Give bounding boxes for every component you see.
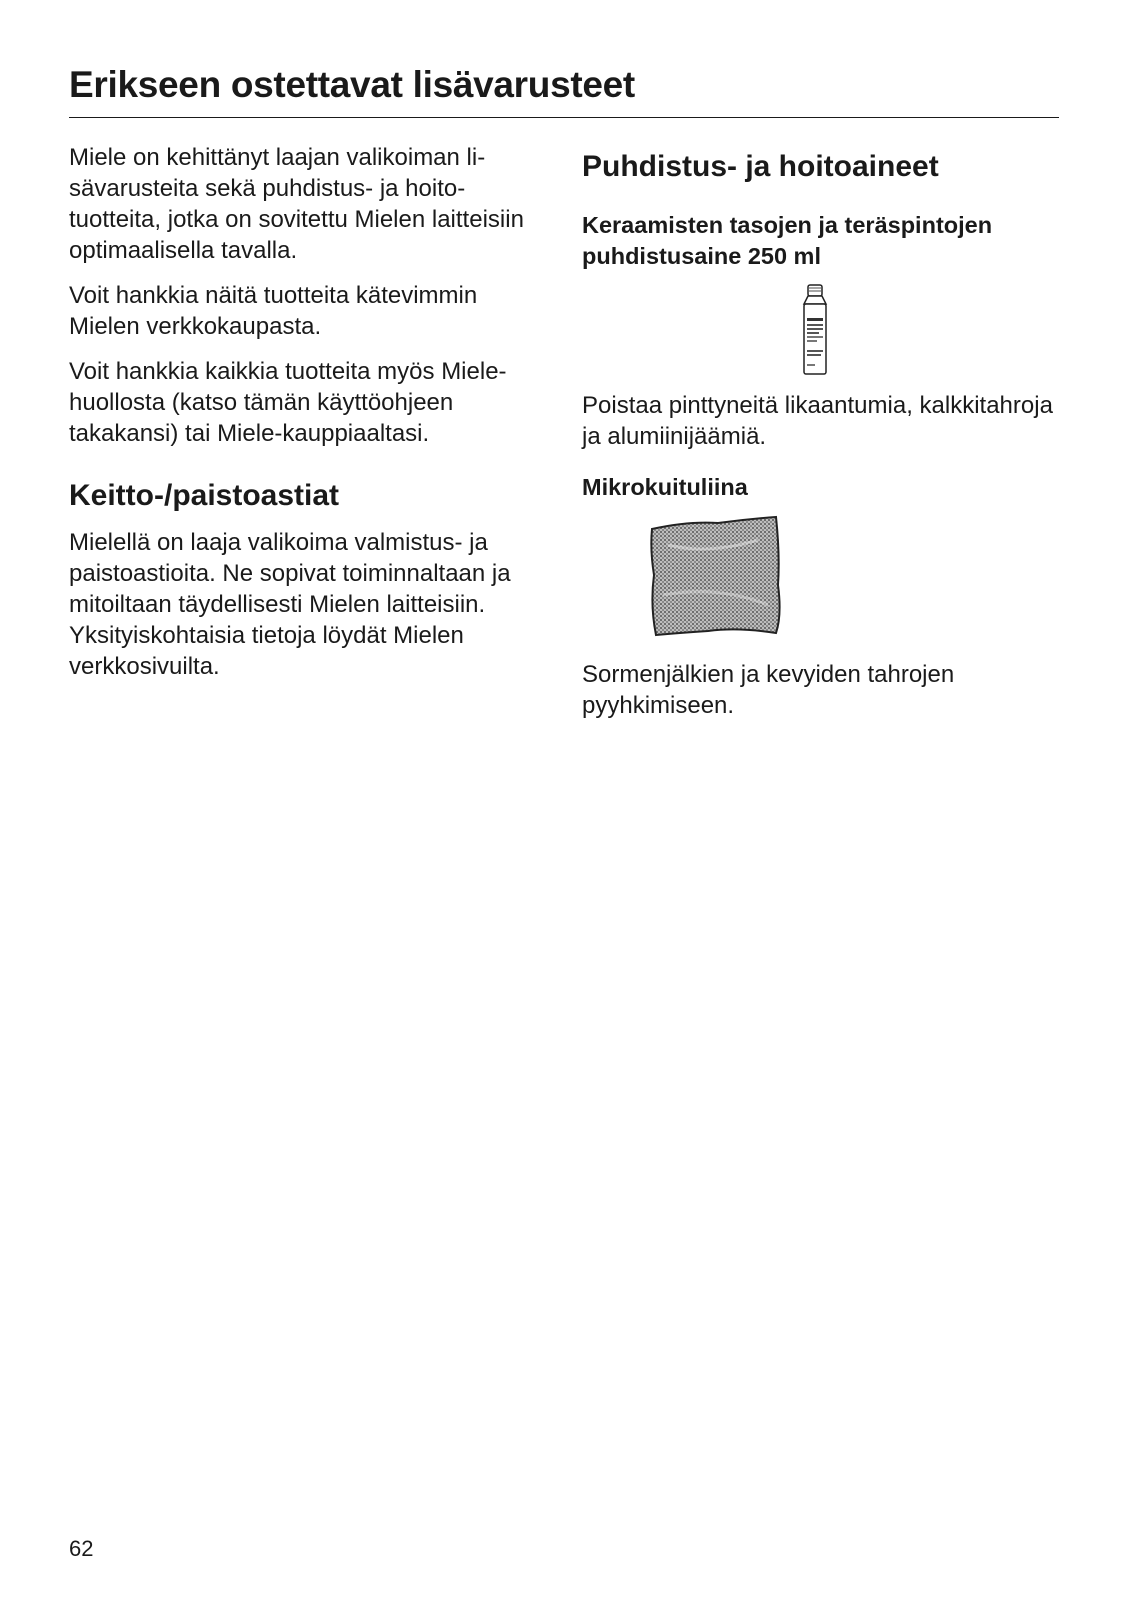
microfiber-description: Sormenjälkien ja kevyiden tahrojen pyyhkimiseen. bbox=[582, 661, 955, 719]
cleaner-description: Poistaa pinttyneitä likaantumia, kalkkitahroja ja alumiinijäämiä. bbox=[582, 392, 1053, 450]
bottle-icon bbox=[800, 284, 830, 378]
cleaner-title: Keraamisten tasojen ja teräspintojen puhdistusaine 250 ml bbox=[582, 212, 993, 269]
microfiber-cloth-icon bbox=[648, 515, 784, 637]
page-title: Erikseen ostettavat lisävarusteet bbox=[69, 64, 635, 105]
microfiber-image bbox=[582, 515, 1062, 639]
cleaner-image bbox=[582, 284, 1062, 380]
cleaning-products-heading: Puhdistus- ja hoitoaineet bbox=[582, 150, 939, 183]
intro-paragraph-2: Voit hankkia näitä tuotteita kätevimmin Mielen verkkokaupasta. bbox=[69, 282, 478, 340]
microfiber-title: Mikrokuituliina bbox=[582, 474, 748, 500]
intro-paragraph-3: Voit hankkia kaikkia tuotteita myös Miele-huollosta (katso tämän käyttöohjeen takakansi) tai Miele-kauppiaaltasi. bbox=[69, 358, 507, 447]
cookware-heading: Keitto-/paistoastiat bbox=[69, 479, 340, 512]
page-number: 62 bbox=[69, 1536, 94, 1561]
cookware-text: Mielellä on laaja valikoima valmistus- ja paistoastioita. Ne sopivat toiminnaltaan ja mitoiltaan täydellisesti Mielen laitteisiin. Yksityiskohtaisia tietoja löydät Mielen verkkosivuilta. bbox=[69, 529, 511, 680]
right-column bbox=[582, 142, 1062, 735]
intro-paragraph-1: Miele on kehittänyt laajan valikoiman lisävarusteita sekä puhdistus- ja hoitotuotteita, jotka on sovitettu Mielen laitteisiin optimaalisella tavalla. bbox=[69, 144, 524, 264]
title-divider bbox=[69, 117, 1059, 118]
left-column bbox=[69, 142, 549, 696]
